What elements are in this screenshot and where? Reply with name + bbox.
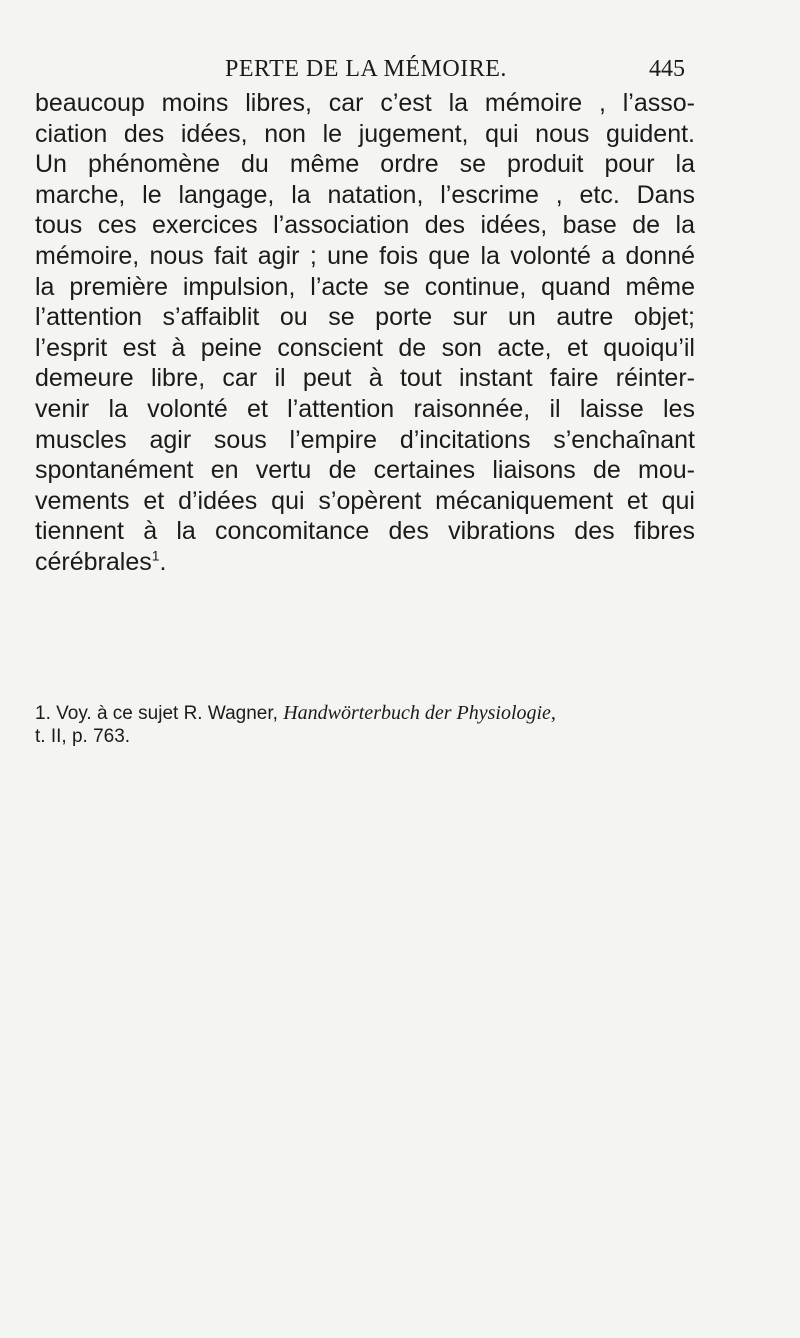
running-head (35, 56, 685, 90)
text-line: tous ces exercices l’association des idées, base de la (35, 211, 695, 240)
running-title: PERTE DE LA MÉMOIRE. (225, 56, 507, 82)
footnote-line (35, 702, 695, 725)
text-line: ciation des idées, non le jugement, qui nous guident. (35, 119, 695, 148)
text-line: l’attention s’affaiblit ou se porte sur un autre objet; (35, 303, 695, 332)
footnote-reference: 1 (151, 547, 160, 564)
text-line: vements et d’idées qui s’opèrent mécaniquement et qui (35, 486, 695, 515)
text-line-last (35, 547, 695, 578)
text-line: demeure libre, car il peut à tout instant faire réinter- (35, 364, 695, 393)
footnote-prefix: 1. Voy. à ce sujet R. Wagner, (35, 703, 284, 724)
page-number: 445 (649, 56, 685, 82)
text-line: marche, le langage, la natation, l’escrime , etc. Dans (35, 180, 695, 209)
footnote (35, 702, 695, 748)
text-line: muscles agir sous l’empire d’incitations s’enchaînant (35, 425, 695, 454)
main-paragraph (35, 88, 695, 578)
text-line: spontanément en vertu de certaines liaisons de mou- (35, 456, 695, 485)
sentence-end: . (159, 547, 167, 576)
text-line: l’esprit est à peine conscient de son acte, et quoiqu’il (35, 333, 695, 362)
text-line-last-words: cérébrales (35, 547, 152, 576)
text-line: beaucoup moins libres, car c’est la mémoire , l’asso- (35, 89, 695, 117)
text-line: venir la volonté et l’attention raisonnée, il laisse les (35, 394, 695, 423)
footnote-continuation: t. II, p. 763. (35, 726, 131, 747)
text-line: tiennent à la concomitance des vibrations des fibres (35, 517, 695, 546)
footnote-title: Handwörterbuch der Physiologie, (283, 702, 556, 724)
text-line: mémoire, nous fait agir ; une fois que la volonté a donné (35, 241, 695, 270)
text-line: Un phénomène du même ordre se produit pour la (35, 150, 695, 179)
text-line: la première impulsion, l’acte se continue, quand même (35, 272, 695, 301)
